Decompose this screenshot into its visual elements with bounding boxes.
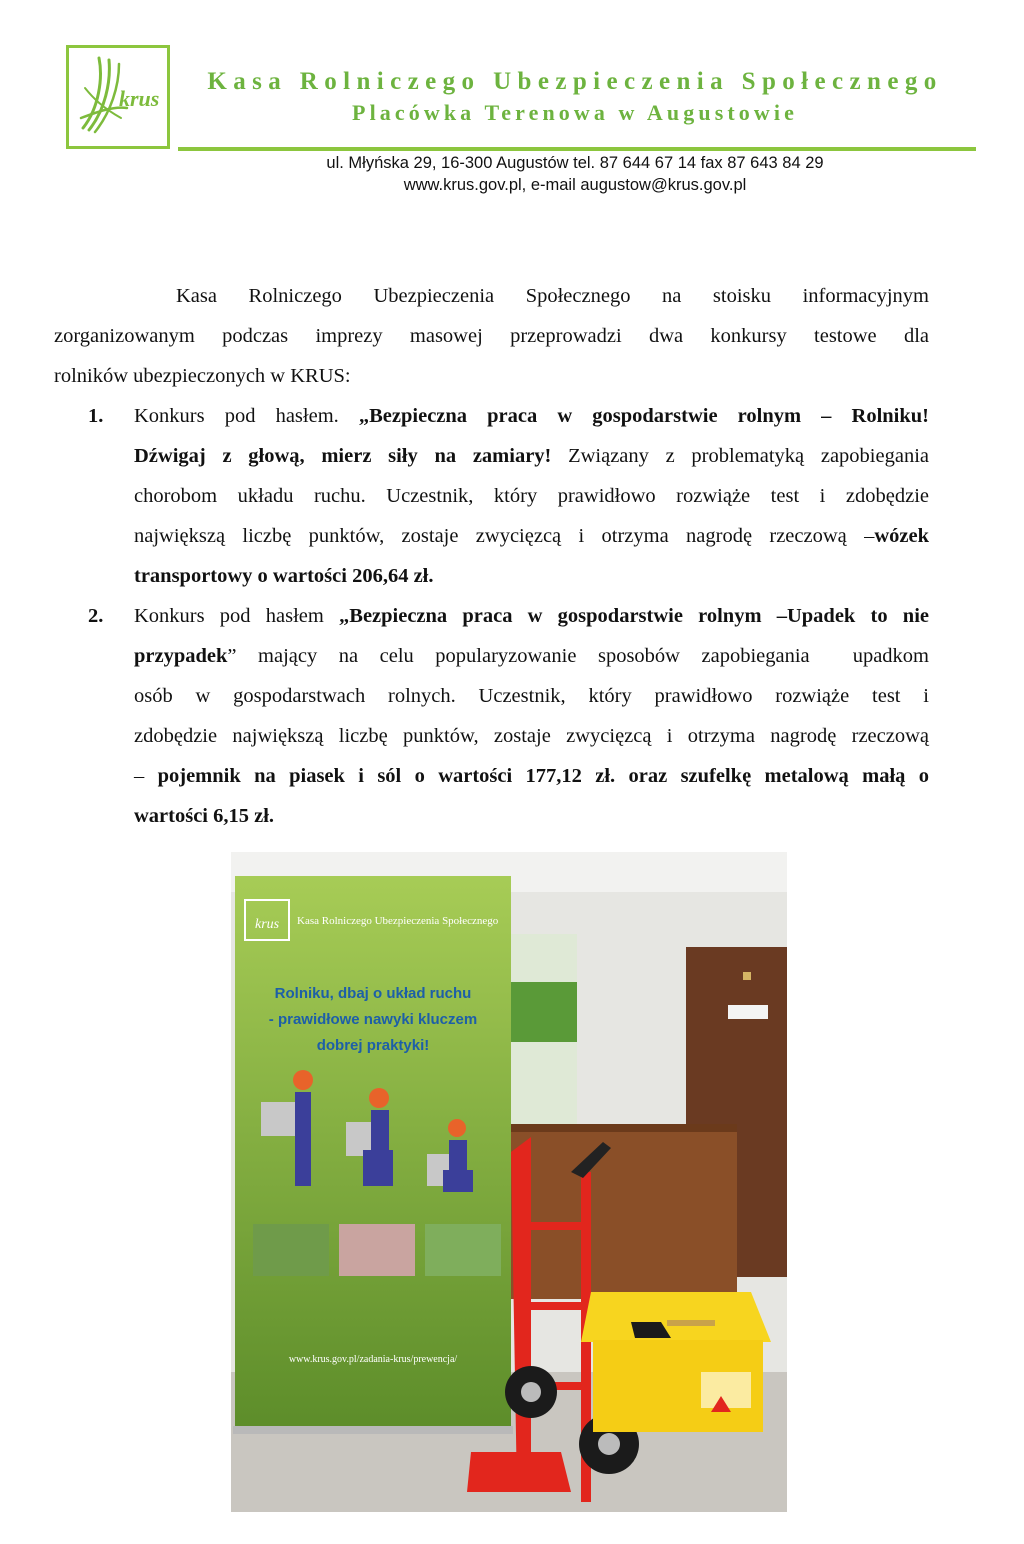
item-text: Związany z problematyką zapobiegania [551,445,929,467]
org-name: Kasa Rolniczego Ubezpieczenia Społecznego [207,68,943,95]
banner-url: www.krus.gov.pl/zadania-krus/prewencja/ [288,1354,458,1365]
stand-photo-illustration [231,852,787,1512]
header-divider [178,147,976,151]
logo-text: krus [119,86,160,111]
item-2-line-1 [134,596,929,636]
item-1-line-3: chorobom układu ruchu. Uczestnik, który prawidłowo rozwiąże test i zdobędzie [134,485,929,507]
item-bold-text: wózek [874,525,929,547]
item-text: – [134,765,158,787]
item-text: największą liczbę punktów, zostaje zwycięzcą i otrzyma nagrodę rzeczową – [134,525,875,547]
contest-item-1 [54,396,929,596]
intro-line-3: rolników ubezpieczonych w KRUS: [54,365,351,387]
banner-line-3: dobrej praktyki! [316,1037,430,1054]
item-2-line-2 [134,636,929,676]
item-1-line-2 [134,436,929,476]
item-bold-text: przypadek [134,645,228,667]
contest-item-2 [54,596,929,836]
item-1-line-5 [134,556,929,596]
item-number: 2. [88,605,104,627]
item-2-line-4: zdobędzie największą liczbę punktów, zostaje zwycięzcą i otrzyma nagrodę rzeczową [134,725,929,747]
item-1-line-4 [134,516,929,556]
intro-line-2: zorganizowanym podczas imprezy masowej przeprowadzi dwa konkursy testowe dla [54,325,929,347]
item-1-line-1 [134,396,929,436]
item-number: 1. [88,405,104,427]
svg-text:krus: krus [255,917,280,932]
item-2-line-5 [134,756,929,796]
contact-address: ul. Młyńska 29, 16-300 Augustów tel. 87 644 67 14 fax 87 643 84 29 [326,154,824,172]
banner-line-1: Rolniku, dbaj o układ ruchu [274,985,472,1002]
document-body [54,276,929,836]
stand-photo [231,852,787,1512]
item-bold-text: pojemnik na piasek i sól o wartości 177,12 zł. oraz szufelkę metalową małą o [157,765,929,787]
contact-web-email: www.krus.gov.pl, e-mail augustow@krus.gov.pl [403,176,747,194]
item-2-line-6 [134,796,929,836]
item-bold-text: „Bezpieczna praca w gospodarstwie rolnym –Upadek to nie [339,605,929,627]
item-bold-text: „Bezpieczna praca w gospodarstwie rolnym – Rolniku! [358,405,929,427]
item-text: Konkurs pod hasłem [134,605,340,627]
org-branch: Placówka Terenowa w Augustowie [352,100,798,125]
item-2-line-3: osób w gospodarstwach rolnych. Uczestnik, który prawidłowo rozwiąże test i [134,685,929,707]
krus-logo-icon [69,48,167,146]
sand-salt-bin [581,1292,771,1432]
item-bold-text: transportowy o wartości 206,64 zł. [134,565,434,587]
item-text: ” mający na celu popularyzowanie sposobów zapobiegania upadkom [227,645,929,667]
item-bold-text: wartości 6,15 zł. [134,805,275,827]
item-bold-text: Dźwigaj z głową, mierz siły na zamiary! [134,445,552,467]
item-text: Konkurs pod hasłem. [134,405,359,427]
banner-org: Kasa Rolniczego Ubezpieczenia Społecznego [297,915,499,927]
intro-line-1: Kasa Rolniczego Ubezpieczenia Społecznego na stoisku informacyjnym [176,285,929,307]
krus-logo [66,45,170,149]
banner-line-2: - prawidłowe nawyki kluczem [268,1011,478,1028]
